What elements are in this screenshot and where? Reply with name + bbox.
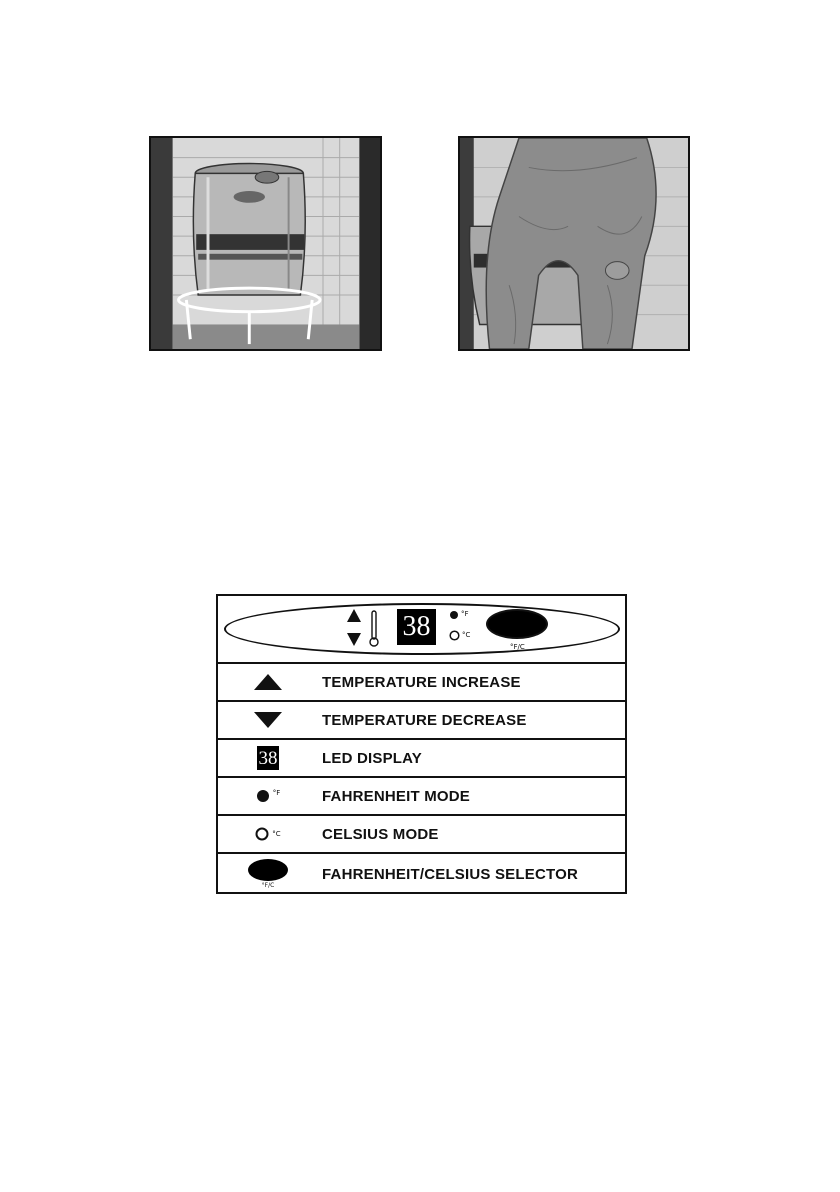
panel-celsius-symbol: °C xyxy=(462,631,471,639)
control-panel-overview xyxy=(218,596,625,664)
legend-row-temperature-decrease xyxy=(218,702,625,740)
legend-label: FAHRENHEIT MODE xyxy=(322,787,471,805)
panel-fahrenheit-indicator-icon xyxy=(449,610,459,620)
legend-label: FAHRENHEIT/CELSIUS SELECTOR xyxy=(322,865,578,883)
lifting-keg-photo xyxy=(458,136,690,351)
control-panel-legend xyxy=(216,594,627,894)
panel-selector-button[interactable] xyxy=(486,609,548,639)
legend-label: CELSIUS MODE xyxy=(322,825,439,843)
legend-label: TEMPERATURE DECREASE xyxy=(322,711,527,729)
celsius-symbol: °C xyxy=(272,830,281,838)
legend-row-celsius-mode xyxy=(218,816,625,854)
legend-row-temperature-increase xyxy=(218,664,625,702)
selector-symbol: °F/C xyxy=(261,882,275,889)
legend-row-fahrenheit-celsius-selector xyxy=(218,854,625,894)
panel-led-value: 38 xyxy=(402,611,431,642)
fahrenheit-symbol: °F xyxy=(272,789,281,797)
led-display-icon xyxy=(257,746,279,770)
hollow-circle-icon xyxy=(255,827,269,841)
keg-in-fridge-illustration xyxy=(151,138,380,349)
legend-row-led-display xyxy=(218,740,625,778)
legend-label: LED DISPLAY xyxy=(322,749,423,767)
thermometer-icon xyxy=(368,610,380,648)
panel-fahrenheit-symbol: °F xyxy=(461,610,469,618)
keg-in-fridge-photo xyxy=(149,136,382,351)
selector-oval-icon xyxy=(248,859,288,881)
panel-led-display xyxy=(397,609,436,645)
panel-up-arrow-icon[interactable] xyxy=(346,608,362,623)
panel-down-arrow-icon[interactable] xyxy=(346,632,362,647)
panel-celsius-indicator-icon xyxy=(449,630,460,641)
down-triangle-icon xyxy=(253,711,283,729)
up-triangle-icon xyxy=(253,673,283,691)
led-display-icon-value: 38 xyxy=(258,747,278,769)
legend-label: TEMPERATURE INCREASE xyxy=(322,673,521,691)
lifting-keg-illustration xyxy=(460,138,688,349)
filled-circle-icon xyxy=(256,789,270,803)
panel-selector-label: °F/C xyxy=(510,643,525,651)
legend-row-fahrenheit-mode xyxy=(218,778,625,816)
